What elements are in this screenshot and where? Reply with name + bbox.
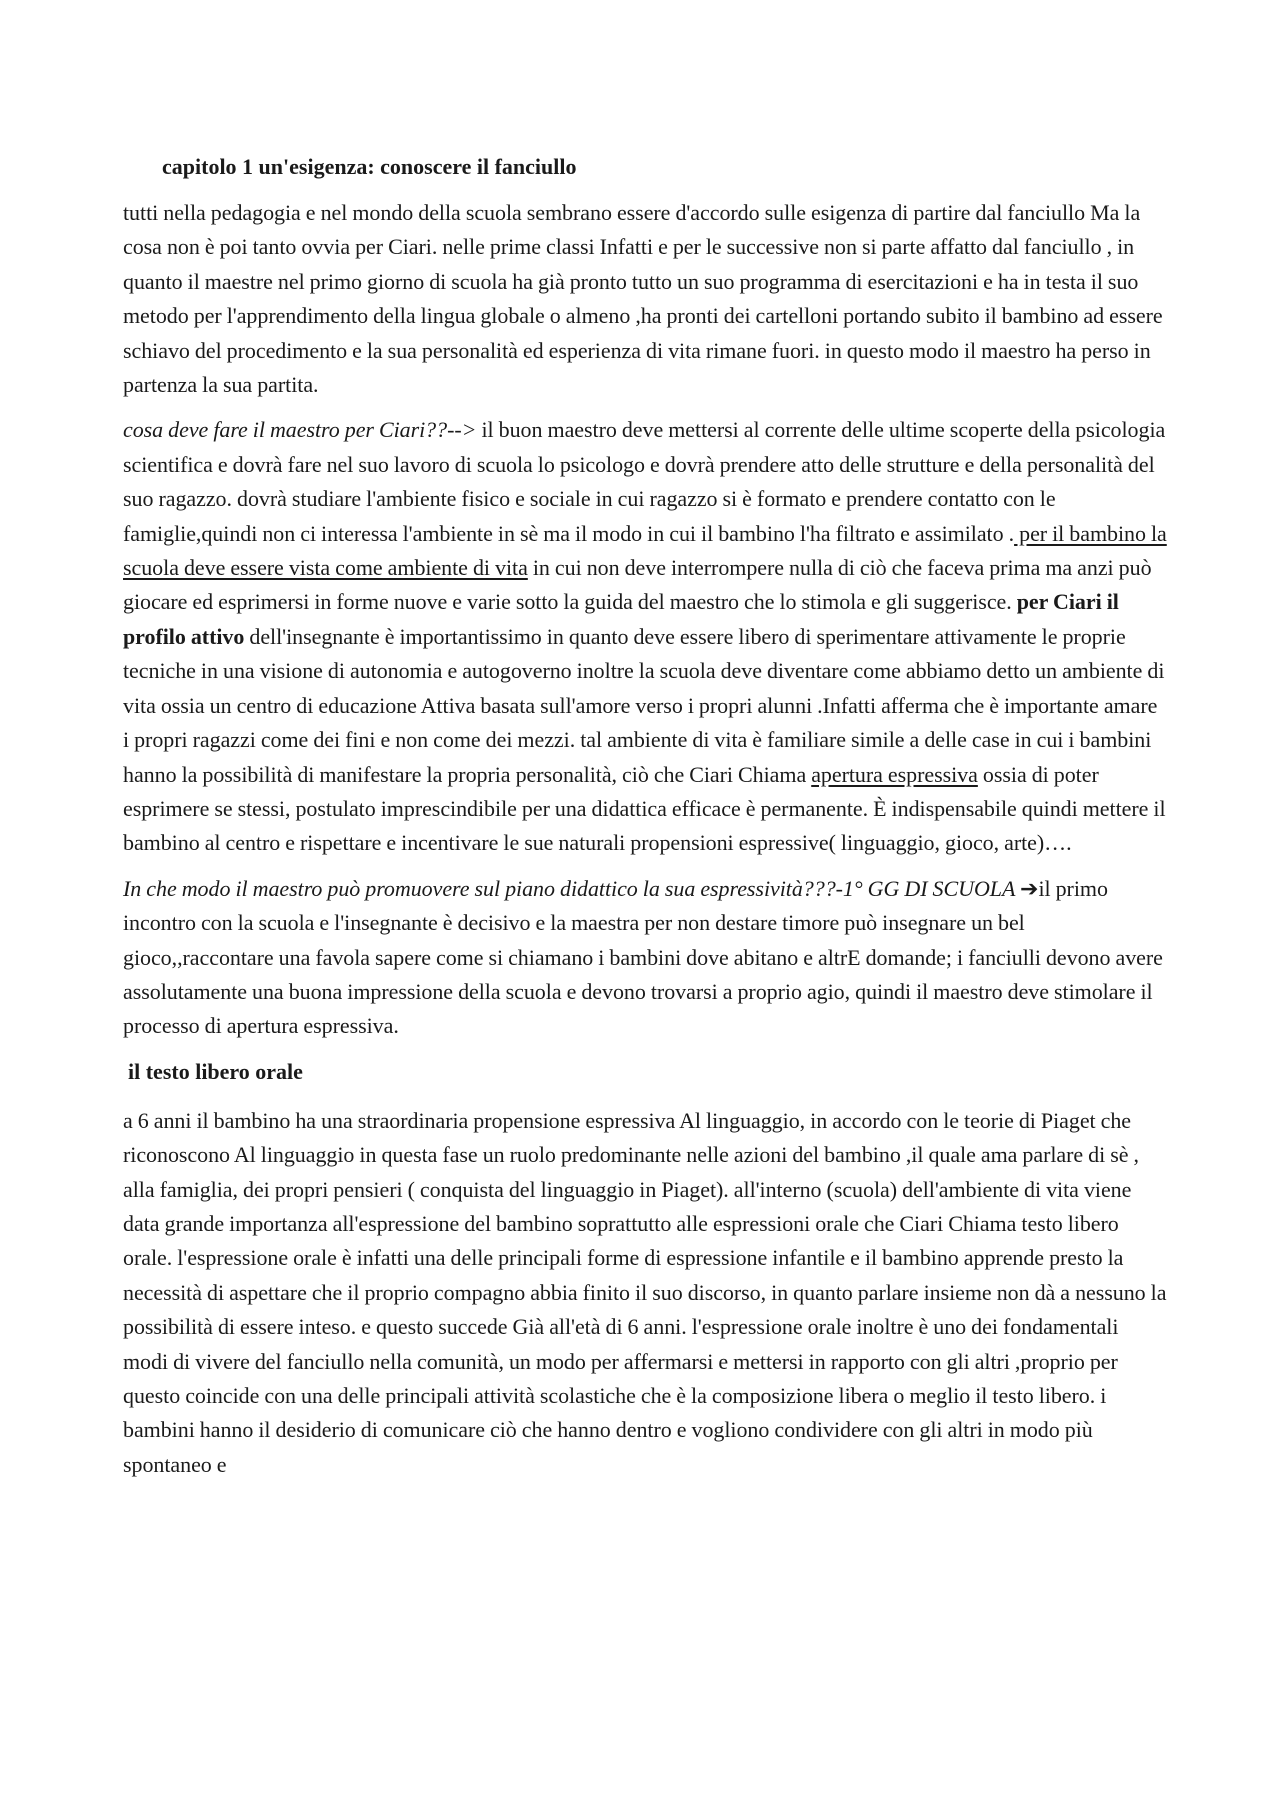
arrow-icon: ➔ <box>1020 875 1039 901</box>
section-title: il testo libero orale <box>128 1058 303 1084</box>
paragraph-primo-giorno <box>123 872 1168 1044</box>
question-maestro: cosa deve fare il maestro per Ciari??--> <box>123 417 477 443</box>
paragraph-testo-libero: a 6 anni il bambino ha una straordinaria propensione espressiva Al linguaggio, in accordo con le teorie di Piaget che riconoscono Al linguaggio in questa fase un ruolo predominante nelle azioni del bambino ,il quale ama parlare di sè , alla famiglia, dei propri pensieri ( conquista del linguaggio in Piaget). all'interno (scuola) dell'ambiente di vita viene data grande importanza all'espressione del bambino soprattutto alle espressioni orale che Ciari Chiama testo libero orale. l'espressione orale è infatti una delle principali forme di espressione infantile e il bambino apprende presto la necessità di aspettare che il proprio compagno abbia finito il suo discorso, in quanto parlare insieme non dà a nessuno la possibilità di essere inteso. e questo succede Già all'età di 6 anni. l'espressione orale inoltre è uno dei fondamentali modi di vivere del fanciullo nella comunità, un modo per affermarsi e mettersi in rapporto con gli altri ,proprio per questo coincide con una delle principali attività scolastiche che è la composizione libera o meglio il testo libero. i bambini hanno il desiderio di comunicare ciò che hanno dentro e vogliono condividere con gli altri in modo più spontaneo e <box>123 1107 1167 1477</box>
chapter-title: capitolo 1 un'esigenza: conoscere il fanciullo <box>162 154 577 179</box>
text-segment: in cui non deve interrompere nulla di ciò che faceva prima ma anzi può giocare ed esprimersi in forme nuove e varie sotto la guida del maestro che lo stimola e gli suggerisce. <box>123 555 1152 615</box>
text-segment: il primo incontro con la scuola e l'insegnante è decisivo e la maestra per non destare timore può insegnare un bel gioco,,raccontare una favola sapere come si chiamano i bambini dove abitano e altrE domande; i fanciulli devono avere assolutamente una buona impressione della scuola e devono trovarsi a proprio agio, quindi il maestro deve stimolare il processo di apertura espressiva. <box>123 875 1163 1039</box>
paragraph-intro: tutti nella pedagogia e nel mondo della scuola sembrano essere d'accordo sulle esigenza di partire dal fanciullo Ma la cosa non è poi tanto ovvia per Ciari. nelle prime classi Infatti e per le successive non si parte affatto dal fanciullo , in quanto il maestre nel primo giorno di scuola ha già pronto tutto un suo programma di esercitazioni e ha in testa il suo metodo per l'apprendimento della lingua globale o almeno ,ha pronti dei cartelloni portando subito il bambino ad essere schiavo del procedimento e la sua personalità ed esperienza di vita rimane fuori. in questo modo il maestro ha perso in partenza la sua partita. <box>123 200 1163 398</box>
paragraph-maestro <box>123 413 1168 860</box>
text-segment: ossia di poter esprimere se stessi, postulato imprescindibile per una didattica efficace è permanente. È indispensabile quindi mettere il bambino al centro e rispettare e incentivare le sue naturali propensioni espressive( linguaggio, gioco, arte)…. <box>123 761 1166 856</box>
question-espressivita: In che modo il maestro può promuovere sul piano didattico la sua espressività???-1° GG DI SCUOLA <box>123 875 1021 901</box>
underlined-scuola-ambiente: per il bambino la scuola deve essere vista come ambiente di vita <box>123 520 1167 581</box>
text-segment: il buon maestro deve mettersi al corrente delle ultime scoperte della psicologia scientifica e dovrà fare nel suo lavoro di scuola lo psicologo e dovrà prendere atto delle strutture e della personalità del suo ragazzo. dovrà studiare l'ambiente fisico e sociale in cui ragazzo si è formato e prendere contatto con le famiglie,quindi non ci interessa l'ambiente in sè ma il modo in cui il bambino l'ha filtrato e assimilato . <box>123 417 1166 546</box>
document-body <box>123 150 1168 1493</box>
underlined-apertura-espressiva: apertura espressiva <box>811 761 978 787</box>
text-segment: dell'insegnante è importantissimo in quanto deve essere libero di sperimentare attivamente le proprie tecniche in una visione di autonomia e autogoverno inoltre la scuola deve diventare come abbiamo detto un ambiente di vita ossia un centro di educazione Attiva basata sull'amore verso i propri alunni .Infatti afferma che è importante amare i propri ragazzi come dei fini e non come dei mezzi. tal ambiente di vita è familiare simile a delle case in cui i bambini hanno la possibilità di manifestare la propria personalità, ciò che Ciari Chiama <box>123 623 1165 787</box>
bold-profilo-attivo: per Ciari il profilo attivo <box>123 589 1119 649</box>
